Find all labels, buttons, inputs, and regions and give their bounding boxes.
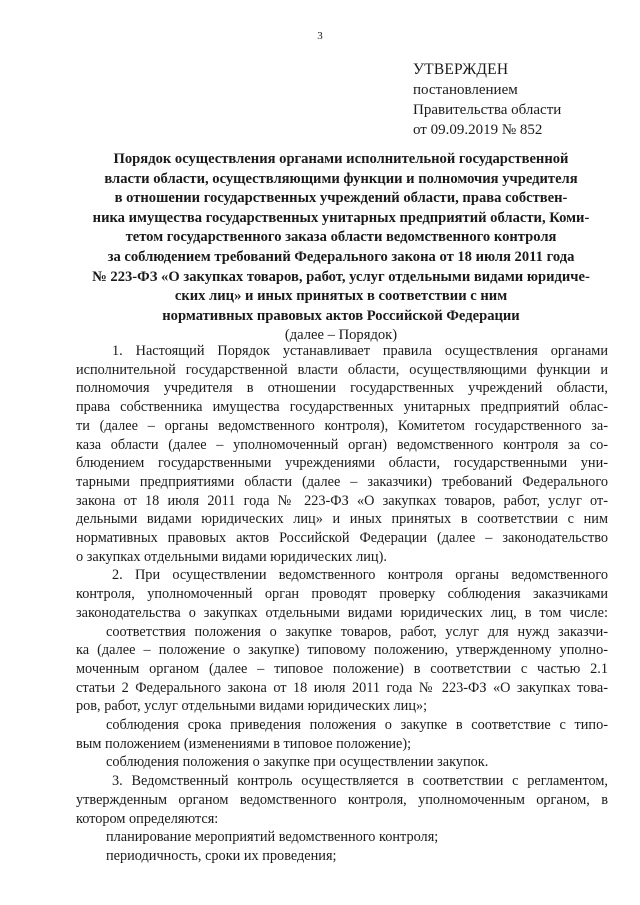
body-line: исполнительной государственной власти области, осуществляющими функции и xyxy=(76,361,608,378)
title-subtitle: (далее – Порядок) xyxy=(284,327,398,344)
document-body xyxy=(76,342,608,866)
body-line: ти (далее – органы ведомственного контроля), Комитетом государственного за- xyxy=(76,417,608,434)
approval-line: Правительства области xyxy=(413,102,562,118)
approval-line: постановлением xyxy=(413,82,518,98)
title-line: Порядок осуществления органами исполнительной государственной xyxy=(113,151,569,167)
body-line: тарными предприятиями области (далее – заказчики) требований Федерального xyxy=(76,473,608,490)
body-line: периодичность, сроки их проведения; xyxy=(106,847,337,864)
approval-block xyxy=(413,60,613,140)
body-line: вым положением (изменениями в типовое положение); xyxy=(76,735,412,752)
approval-line: от 09.09.2019 № 852 xyxy=(413,122,543,138)
title-line: власти области, осуществляющими функции и полномочия учредителя xyxy=(104,170,578,187)
document-title xyxy=(70,150,612,346)
title-line: ских лиц» и иных принятых в соответствии с ним xyxy=(174,288,508,305)
body-line: полномочия учредителя в отношении государственных учреждений области, xyxy=(76,380,608,397)
title-line: ника имущества государственных унитарных предприятий области, Коми- xyxy=(92,209,590,226)
title-line: № 223-ФЗ «О закупках товаров, работ, услуг отдельными видами юридиче- xyxy=(92,268,590,285)
title-line: за соблюдением требований Федерального закона от 18 июля 2011 года xyxy=(107,248,575,265)
body-line: 2. При осуществлении ведомственного контроля органы ведомственного xyxy=(112,567,608,584)
title-line: нормативных правовых актов Российской Федерации xyxy=(162,307,520,324)
body-line: котором определяются: xyxy=(76,810,219,827)
body-line: дельными видами юридических лиц» и иных принятых в соответствии с ним xyxy=(76,511,608,528)
body-line: о закупках отдельными видами юридических лиц). xyxy=(76,548,387,565)
body-line: утвержденным органом ведомственного контроля, уполномоченным органом, в xyxy=(76,791,608,808)
body-line: планирование мероприятий ведомственного контроля; xyxy=(106,829,439,846)
body-line: закона от 18 июля 2011 года № 223-ФЗ «О закупках товаров, работ, услуг от- xyxy=(76,492,608,509)
body-line: блюдением государственными учреждениями области, государственными уни- xyxy=(76,455,608,472)
title-line: тетом государственного заказа области ведомственного контроля xyxy=(125,229,557,246)
body-line: права собственника имущества государственных унитарных предприятий облас- xyxy=(76,399,608,416)
body-line: моченным органом (далее – типовое положение) в соответствии с частью 2.1 xyxy=(76,660,608,677)
body-line: каза области (далее – уполномоченный орган) ведомственного контроля за со- xyxy=(76,436,608,453)
body-line: ка (далее – положение о закупке) типовому положению, утвержденному уполно- xyxy=(76,642,608,659)
title-line: в отношении государственных учреждений области, права собствен- xyxy=(114,190,568,207)
body-line: соблюдения положения о закупке при осуществлении закупок. xyxy=(106,754,489,771)
body-line: 3. Ведомственный контроль осуществляется в соответствии с регламентом, xyxy=(112,773,608,790)
body-line: статьи 2 Федерального закона от 18 июля 2011 года № 223-ФЗ «О закупках това- xyxy=(76,679,608,696)
body-line: нормативных правовых актов Российской Федерации (далее – законодательство xyxy=(76,530,608,547)
page-number: 3 xyxy=(317,30,323,42)
body-line: законодательства о закупках отдельными видами юридических лиц, в том числе: xyxy=(76,604,608,621)
body-line: соответствия положения о закупке товаров, работ, услуг для нужд заказчи- xyxy=(106,623,608,640)
body-line: 1. Настоящий Порядок устанавливает правила осуществления органами xyxy=(112,343,608,359)
body-line: соблюдения срока приведения положения о закупке в соответствие с типо- xyxy=(106,717,608,734)
body-line: контроля, уполномоченный орган проводят проверку соблюдения заказчиками xyxy=(76,586,608,603)
body-line: ров, работ, услуг отдельными видами юридических лиц»; xyxy=(76,698,428,715)
approval-heading: УТВЕРЖДЕН xyxy=(413,61,509,78)
